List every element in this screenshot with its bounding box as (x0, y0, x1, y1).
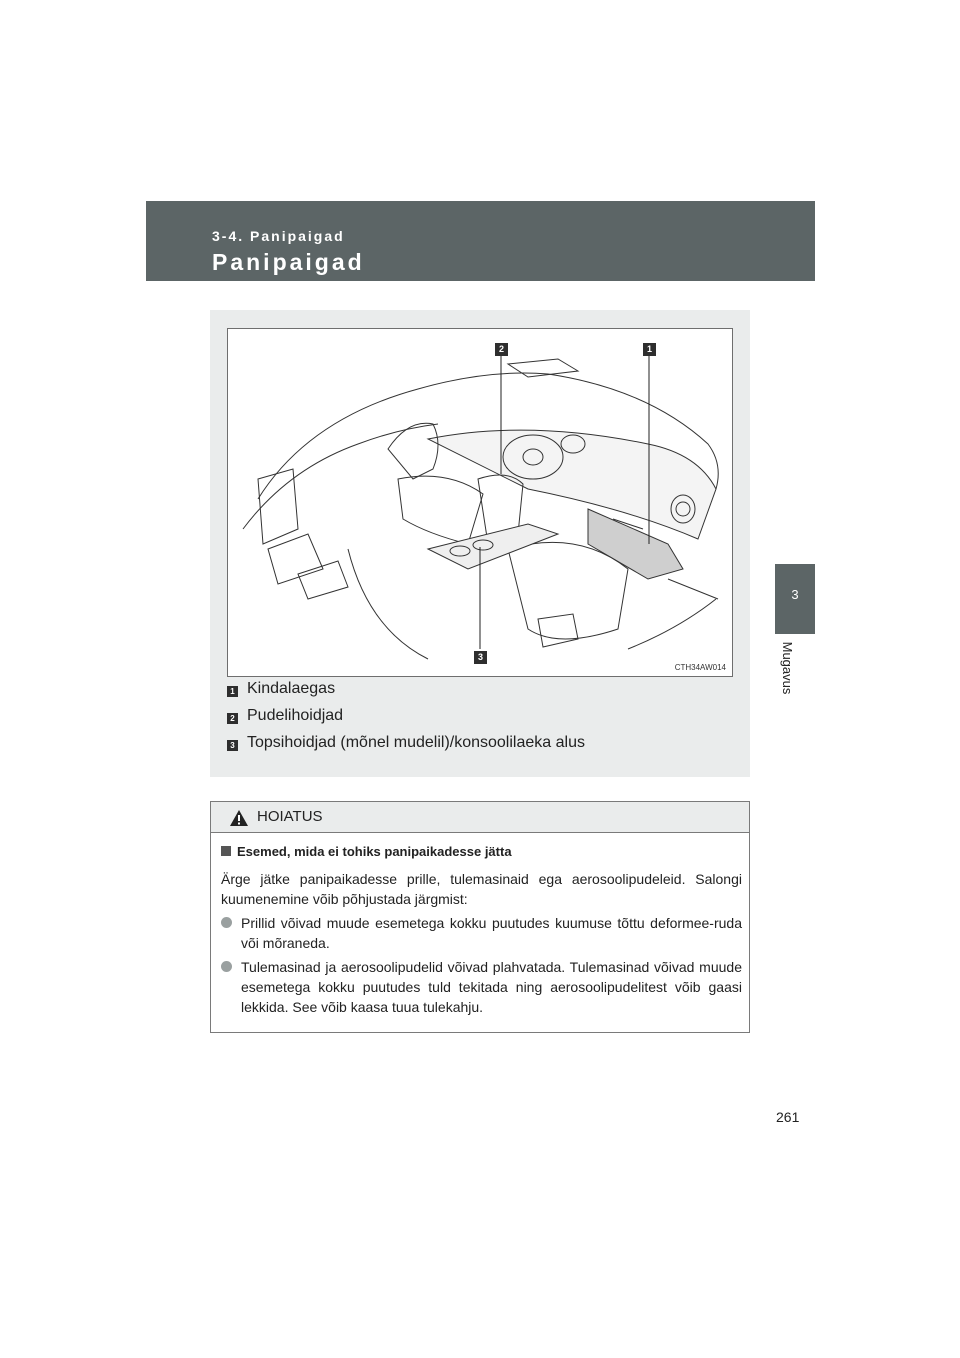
legend-text: Pudelihoidjad (247, 707, 344, 724)
page-number: 261 (776, 1109, 800, 1125)
legend-number: 3 (227, 740, 238, 751)
bullet-dot-icon (221, 917, 232, 928)
chapter-tab: 3 (775, 564, 815, 634)
warning-paragraph: Ärge jätke panipaikadesse prille, tulemasinaid ega aerosoolipudeleid. Salongi kuumenemine võib põhjustada järgmist: (221, 871, 742, 907)
warning-heading (221, 844, 512, 859)
car-interior-drawing (228, 329, 732, 676)
car-interior-illustration (227, 328, 733, 677)
legend-text: Topsihoidjad (mõnel mudelil)/konsoolilaeka alus (247, 734, 585, 751)
callout-3: 3 (474, 651, 487, 664)
chapter-tab-label: Mugavus (780, 641, 795, 695)
bullet-text: Prillid võivad muude esemetega kokku puutudes kuumuse tõttu deformee-ruda või mõraneda. (241, 915, 742, 951)
figure-panel (210, 310, 750, 777)
legend-number: 2 (227, 713, 238, 724)
square-bullet-icon (221, 846, 231, 856)
legend-text: Kindalaegas (247, 680, 336, 697)
section-label: 3-4. Panipaigad (212, 228, 345, 244)
warning-bullet (221, 957, 742, 1017)
bullet-dot-icon (221, 961, 232, 972)
warning-bullet (221, 913, 742, 953)
image-code: CTH34AW014 (674, 663, 726, 672)
legend-number: 1 (227, 686, 238, 697)
warning-title: HOIATUS (257, 808, 323, 825)
page-title: Panipaigad (212, 249, 365, 275)
warning-box (210, 801, 750, 1033)
chapter-header (146, 201, 815, 281)
warning-triangle-icon (229, 809, 249, 827)
bullet-text: Tulemasinad ja aerosoolipudelid võivad plahvatada. Tulemasinad võivad muude esemetega kokku puutudes tuld tekitada ning aerosoolipudelitest võib gaasi lekkida. See võib kaasa tuua tulekahju. (241, 959, 742, 1015)
callout-2: 2 (495, 343, 508, 356)
warning-heading-text: Esemed, mida ei tohiks panipaikadesse jätta (237, 844, 512, 859)
warning-header (211, 802, 749, 833)
callout-1: 1 (643, 343, 656, 356)
